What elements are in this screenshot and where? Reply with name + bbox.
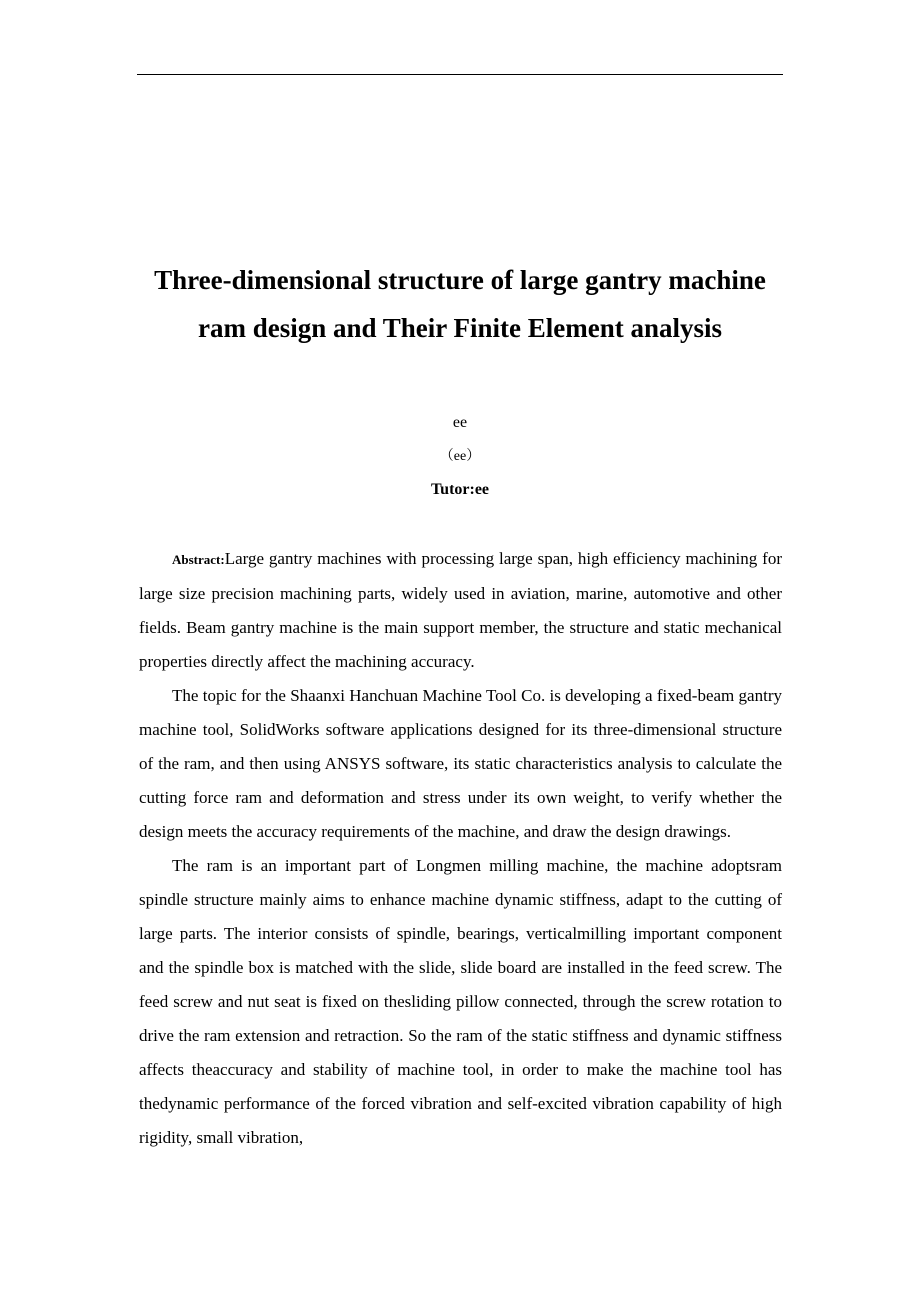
title-line-2: ram design and Their Finite Element analysis xyxy=(197,313,723,343)
title-line-1: Three-dimensional structure of large gantry machine xyxy=(154,265,766,295)
author-name: ee xyxy=(452,414,468,431)
abstract-label: Abstract: xyxy=(172,552,225,567)
author-affiliation: （ee） xyxy=(439,449,481,464)
abstract-section xyxy=(139,542,782,1155)
abstract-paragraph-3: The ram is an important part of Longmen milling machine, the machine adoptsram spindle structure mainly aims to enhance machine dynamic stiffness, adapt to the cutting of large parts. The interior consists of spindle, bearings, verticalmilling important component and the spindle box is matched with the slide, slide board are installed in the feed screw. The feed screw and nut seat is fixed on thesliding pillow connected, through the screw rotation to drive the ram extension and retraction. So the ram of the static stiffness and dynamic stiffness affects theaccuracy and stability of machine tool, in order to make the machine tool has thedynamic performance of the forced vibration and self-excited vibration capability of high rigidity, small vibration, xyxy=(139,856,782,1147)
abstract-paragraph-1 xyxy=(139,542,782,679)
abstract-paragraph-1-text: Large gantry machines with processing large span, high efficiency machining for large size precision machining parts, widely used in aviation, marine, automotive and other fields. Beam gantry machine is the main support member, the structure and static mechanical properties directly affect the machining accuracy. xyxy=(139,549,782,671)
page-title xyxy=(100,256,820,352)
tutor-line: Tutor:ee xyxy=(430,481,490,498)
abstract-paragraph-2: The topic for the Shaanxi Hanchuan Machine Tool Co. is developing a fixed-beam gantry machine tool, SolidWorks software applications designed for its three-dimensional structure of the ram, and then using ANSYS software, its static characteristics analysis to calculate the cutting force ram and deformation and stress under its own weight, to verify whether the design meets the accuracy requirements of the machine, and draw the design drawings. xyxy=(139,686,782,841)
header-rule xyxy=(137,74,783,75)
